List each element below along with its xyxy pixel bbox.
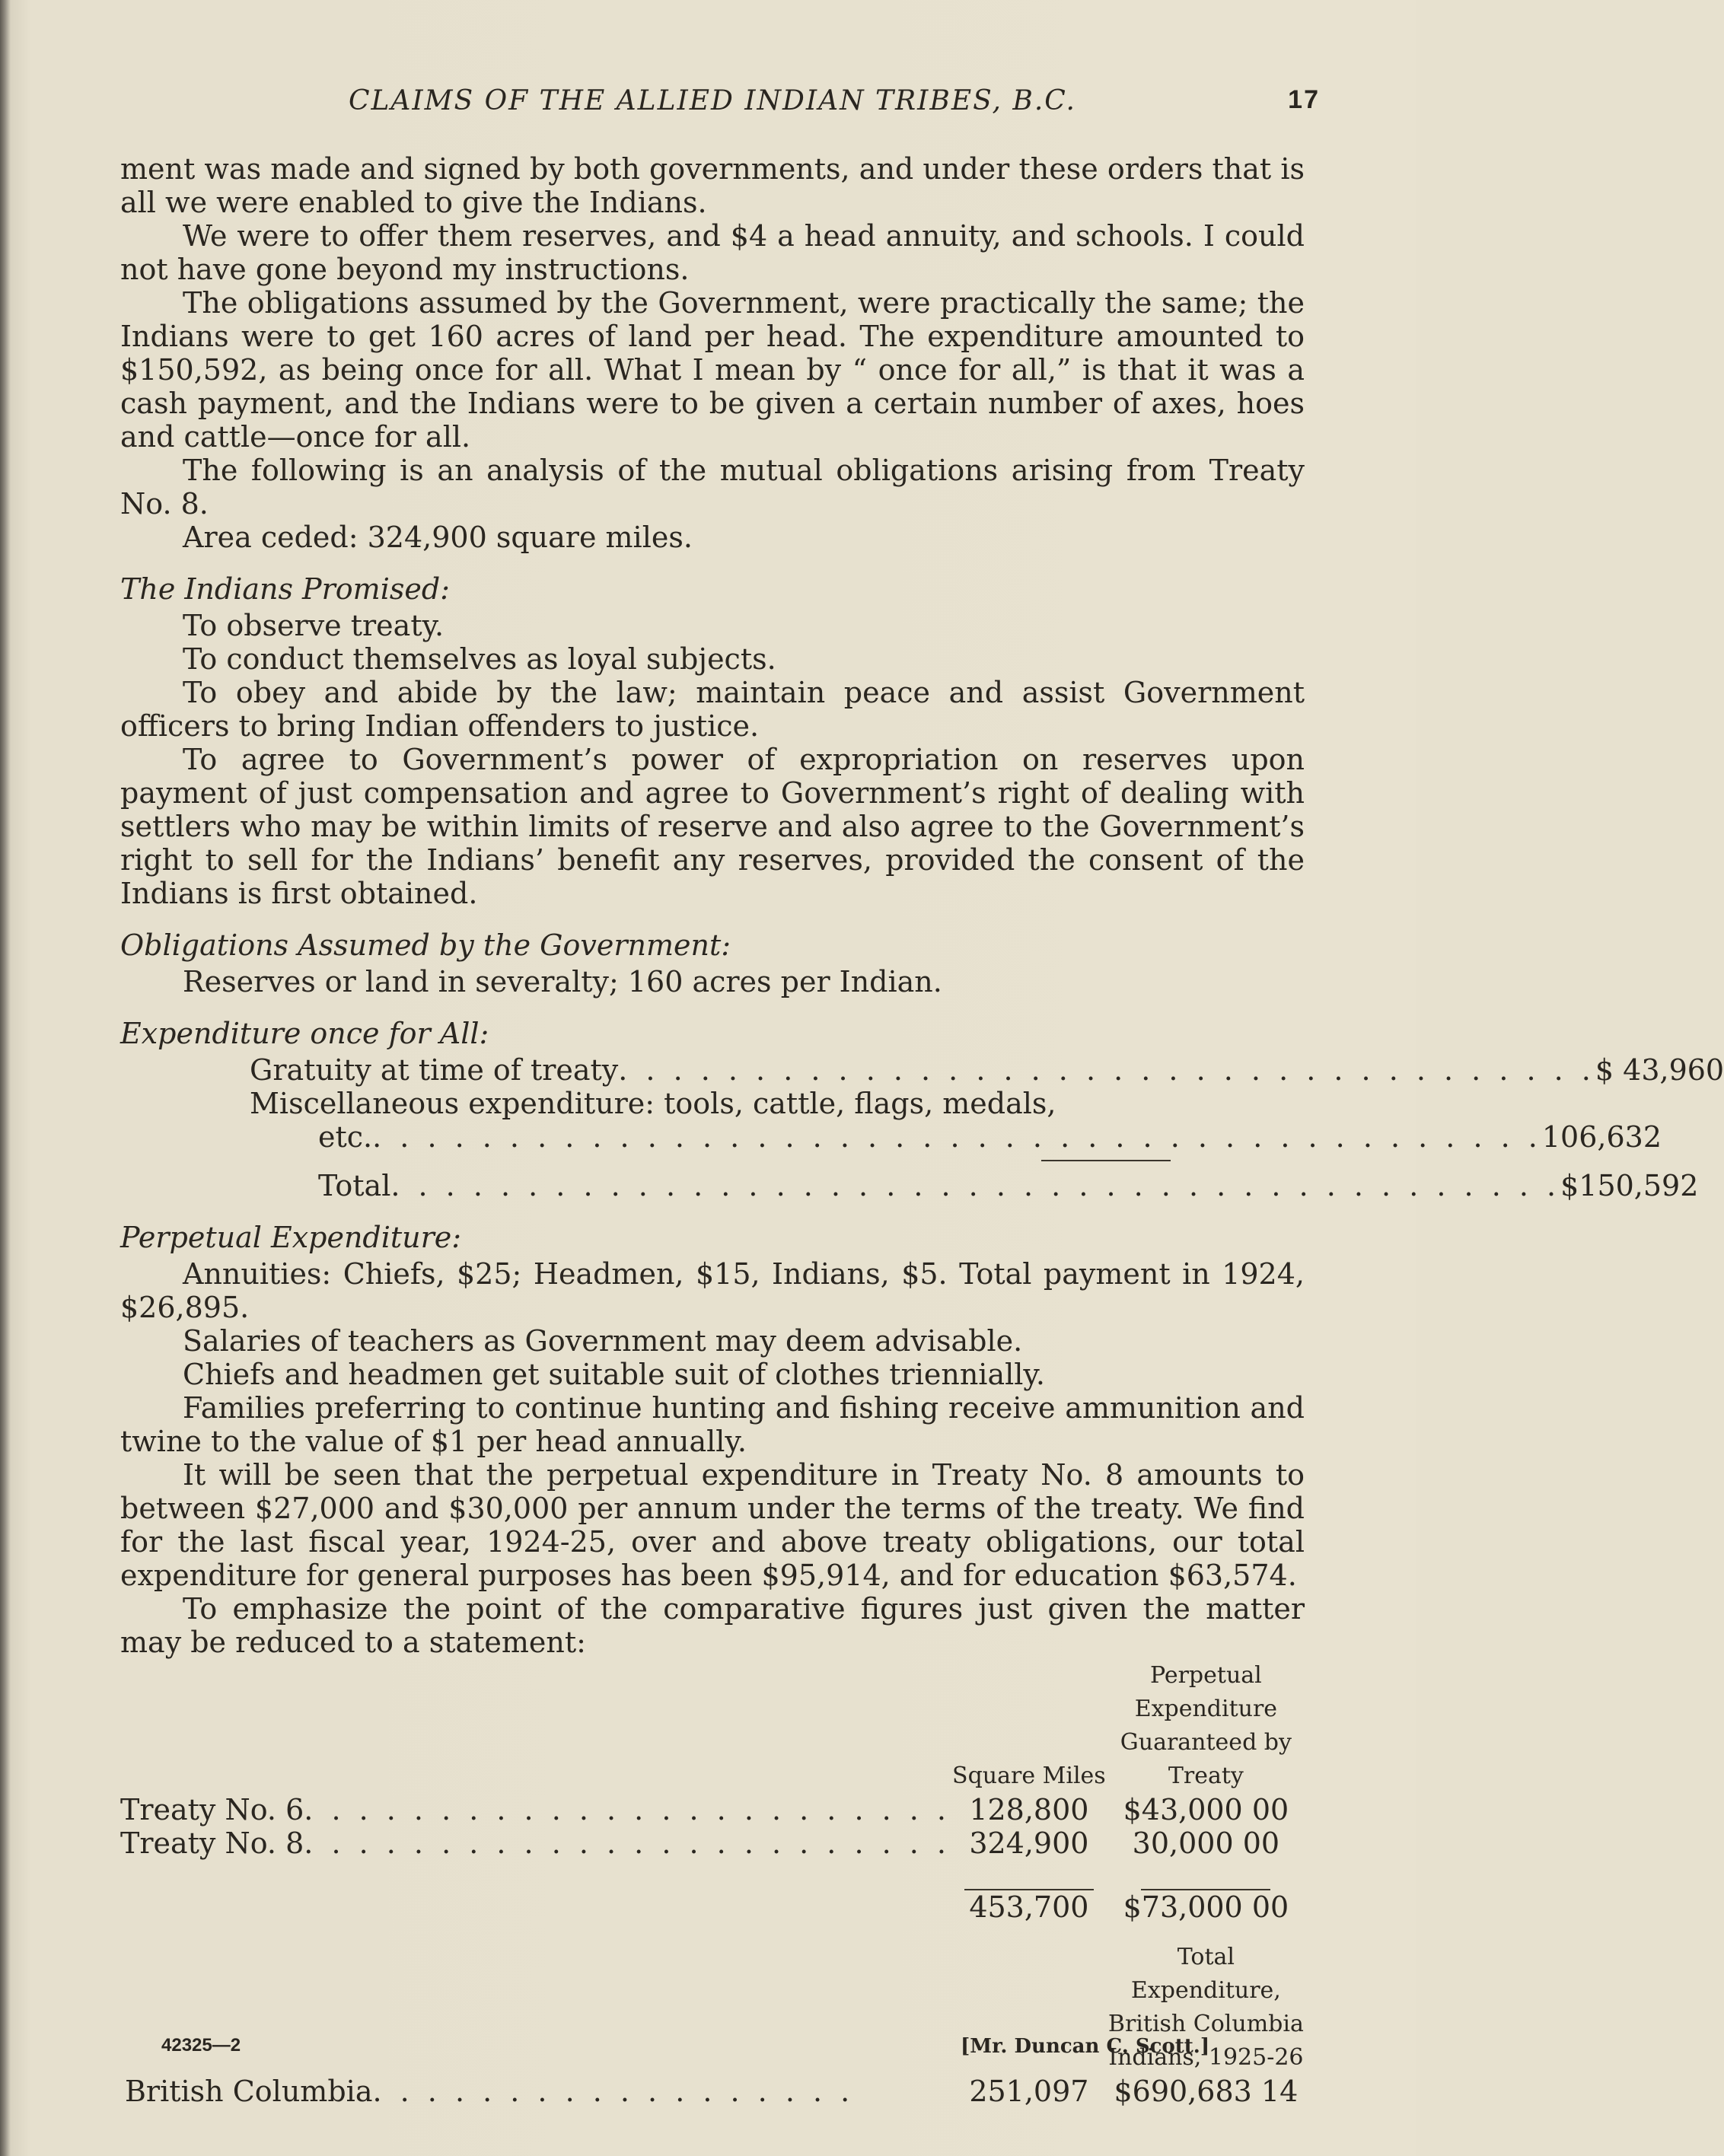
bc-header-line1: Total Expenditure, <box>1130 1944 1281 2004</box>
section-heading: The Indians Promised: <box>120 572 450 606</box>
perpetual-item: Salaries of teachers as Government may deem advisable. <box>183 1324 1023 1358</box>
total-sq: 453,700 <box>969 1890 1089 1924</box>
col-header-sq: Square Miles <box>952 1763 1106 1789</box>
bc-header-line2: British Columbia <box>1107 2011 1304 2037</box>
total-row <box>250 1169 1699 1202</box>
gratuity-label: Gratuity at time of treaty <box>250 1053 619 1087</box>
perpetual-item: Annuities: Chiefs, $25; Headmen, $15, Indians, $5. Total payment in 1924, $26,895. <box>120 1257 1305 1324</box>
section-heading: Expenditure once for All: <box>120 1017 489 1050</box>
footer-speaker: [Mr. Duncan C. Scott.] <box>961 2035 1210 2058</box>
paragraph: The obligations assumed by the Government, were practically the same; the Indians were to get 160 acres of land per head. The expenditure amounted to $150,592, as being once for all. What I mean by “ once for all,” is that it was a cash payment, and the Indians were to be given a certain number of axes, hoes and cattle—once for all. <box>120 286 1305 454</box>
page-number: 17 <box>1288 85 1320 114</box>
gratuity-amount: $ 43,960 <box>1595 1053 1724 1087</box>
promise-item: To agree to Government’s power of expropriation on reserves upon payment of just compensation and agree to Government’s right of dealing with settlers who may be within limits of reserve and also agree to the Government’s right to sell for the Indians’ benefit any reserves, provided the consent of the Indians is first obtained. <box>120 743 1305 910</box>
paragraph: The following is an analysis of the mutual obligations arising from Treaty No. 8. <box>120 454 1305 521</box>
perpetual-item: It will be seen that the perpetual expenditure in Treaty No. 8 amounts to between $27,000 and $30,000 per annum under the terms of the treaty. We find for the last fiscal year, 1924-25, over and above treaty obligations, our total expenditure for general purposes has been $95,914, and for education $63,574. <box>120 1458 1305 1592</box>
row-label: Treaty No. 8 <box>120 1826 304 1860</box>
total-label: Total <box>318 1169 391 1202</box>
misc-row <box>250 1120 1662 1154</box>
bc-header-line3: Indians, 1925-26 <box>1108 2044 1304 2071</box>
paragraph: Area ceded: 324,900 square miles. <box>183 521 693 554</box>
page-body <box>120 152 1724 2108</box>
bc-label: British Columbia <box>125 2075 373 2108</box>
dot-leader: . . . . . . . . . . . . . . . . . . . . . . . . <box>304 1793 951 1826</box>
row-exp: $43,000 00 <box>1123 1793 1289 1826</box>
perpetual-item: Families preferring to continue hunting and fishing receive ammunition and twine to the value of $1 per head annually. <box>120 1391 1305 1458</box>
obligation-text: Reserves or land in severalty; 160 acres per Indian. <box>183 965 942 998</box>
table-row <box>120 1826 1305 1860</box>
col-header-exp <box>1107 1659 1305 1793</box>
row-sq: 324,900 <box>969 1826 1089 1860</box>
total-exp: $73,000 00 <box>1123 1890 1289 1924</box>
dot-leader: . . . . . . . . . . . . . . . . . . . . . . . . . . . . . . . . . . . . <box>618 1053 1595 1087</box>
total-row <box>120 1890 1305 1924</box>
page-header <box>120 85 1320 123</box>
misc-label-cont: etc. <box>318 1120 373 1154</box>
gratuity-row <box>250 1053 1724 1087</box>
perpetual-item: Chiefs and headmen get suitable suit of clothes triennially. <box>183 1358 1045 1391</box>
running-title: CLAIMS OF THE ALLIED INDIAN TRIBES, B.C. <box>348 85 1076 116</box>
col-header-exp-line1: Perpetual Expenditure <box>1134 1662 1278 1722</box>
bc-row <box>120 2075 1305 2108</box>
section-heading: Obligations Assumed by the Government: <box>120 928 731 962</box>
promise-item: To conduct themselves as loyal subjects. <box>183 642 776 676</box>
bc-sq: 251,097 <box>969 2075 1089 2108</box>
dot-leader: . . . . . . . . . . . . . . . . . . . . . . . . <box>304 1826 951 1860</box>
expenditure-table <box>120 1053 1724 1202</box>
promise-item: To obey and abide by the law; maintain peace and assist Government officers to bring Indian offenders to justice. <box>120 676 1305 743</box>
total-rule <box>1041 1160 1171 1161</box>
misc-amount: 106,632 <box>1541 1120 1662 1154</box>
paragraph: We were to offer them reserves, and $4 a head annuity, and schools. I could not have gone beyond my instructions. <box>120 219 1305 286</box>
table-row <box>120 1793 1305 1826</box>
paragraph: ment was made and signed by both governments, and under these orders that is all we were enabled to give the Indians. <box>120 152 1305 219</box>
dot-leader: . . . . . . . . . . . . . . . . . . . . . . . . . . . . . . . . . . . . . . . . . . . <box>372 1120 1542 1154</box>
bc-exp: $690,683 14 <box>1114 2075 1299 2108</box>
footer-signature-number: 42325—2 <box>161 2035 241 2056</box>
perpetual-item: To emphasize the point of the comparative figures just given the matter may be reduced to a statement: <box>120 1592 1305 1659</box>
dot-leader: . . . . . . . . . . . . . . . . . . . . . . . . . . . . . . . . . . . . . . . . . . . <box>390 1169 1561 1202</box>
section-heading: Perpetual Expenditure: <box>120 1221 462 1254</box>
misc-label: Miscellaneous expenditure: tools, cattle, flags, medals, <box>250 1087 1056 1120</box>
dot-leader: . . . . . . . . . . . . . . . . . . <box>372 2075 855 2108</box>
promise-item: To observe treaty. <box>183 609 445 642</box>
col-header-exp-line2: Guaranteed by Treaty <box>1120 1729 1292 1789</box>
row-label: Treaty No. 6 <box>120 1793 304 1826</box>
row-sq: 128,800 <box>969 1793 1089 1826</box>
total-amount: $150,592 <box>1560 1169 1699 1202</box>
row-exp: 30,000 00 <box>1132 1826 1280 1860</box>
